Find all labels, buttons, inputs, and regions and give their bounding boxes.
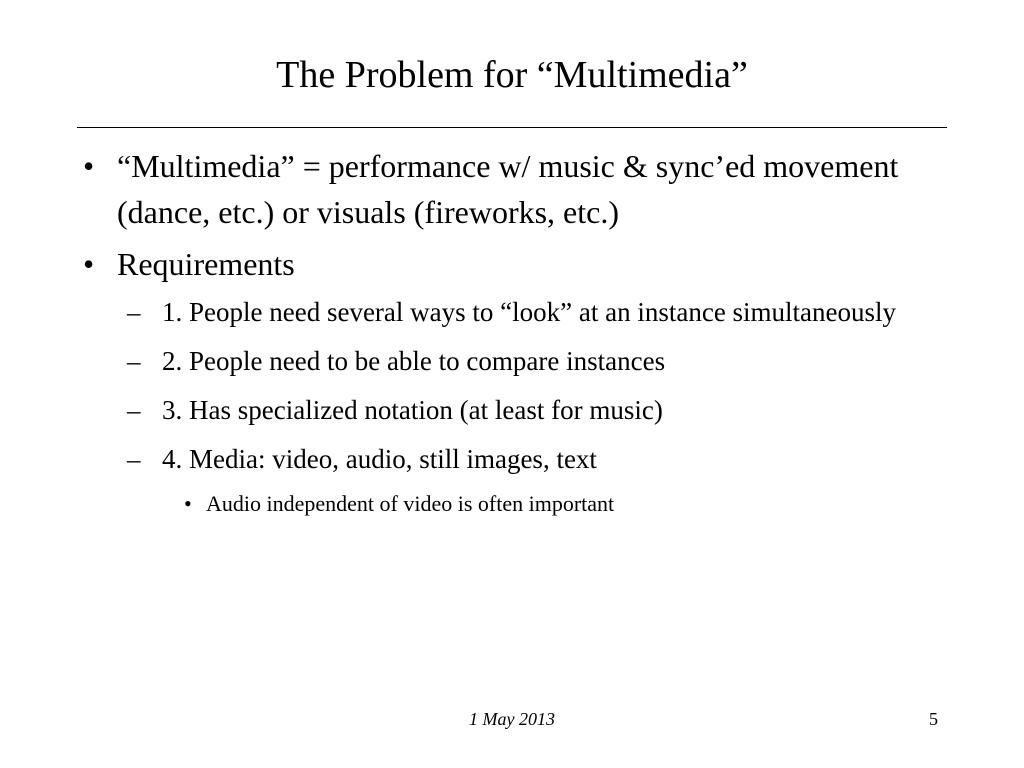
dash-marker: – xyxy=(127,297,141,327)
subitem-text: 4. Media: video, audio, still images, text xyxy=(162,444,597,474)
subitem-text: 2. People need to be able to compare instances xyxy=(162,346,666,376)
bullet-marker: • xyxy=(83,148,95,184)
subitem-requirement-1 xyxy=(77,293,957,332)
slide-title: The Problem for “Multimedia” xyxy=(276,54,748,96)
title-divider xyxy=(77,127,947,128)
bullet-list xyxy=(77,143,957,525)
bullet-marker: • xyxy=(184,491,192,516)
bullet-item-multimedia-definition xyxy=(77,143,957,235)
bullet-marker: • xyxy=(83,246,95,282)
subitem-text: 3. Has specialized notation (at least for music) xyxy=(162,395,663,425)
bullet-text: Requirements xyxy=(117,246,295,282)
subitem-requirement-2 xyxy=(77,342,957,381)
dash-marker: – xyxy=(127,444,141,474)
bullet-item-requirements xyxy=(77,241,957,287)
subitem-requirement-4 xyxy=(77,440,957,479)
subsubitem-text: Audio independent of video is often important xyxy=(206,491,615,516)
subsubitem-audio-note xyxy=(77,489,957,519)
subitem-text: 1. People need several ways to “look” at an instance simultaneously xyxy=(162,297,897,327)
bullet-text: “Multimedia” = performance w/ music & sync’ed movement (dance, etc.) or visuals (fireworks, etc.) xyxy=(117,148,899,230)
dash-marker: – xyxy=(127,395,141,425)
subitem-requirement-3 xyxy=(77,391,957,430)
footer-date: 1 May 2013 xyxy=(469,709,555,729)
page-number: 5 xyxy=(929,709,938,729)
dash-marker: – xyxy=(127,346,141,376)
